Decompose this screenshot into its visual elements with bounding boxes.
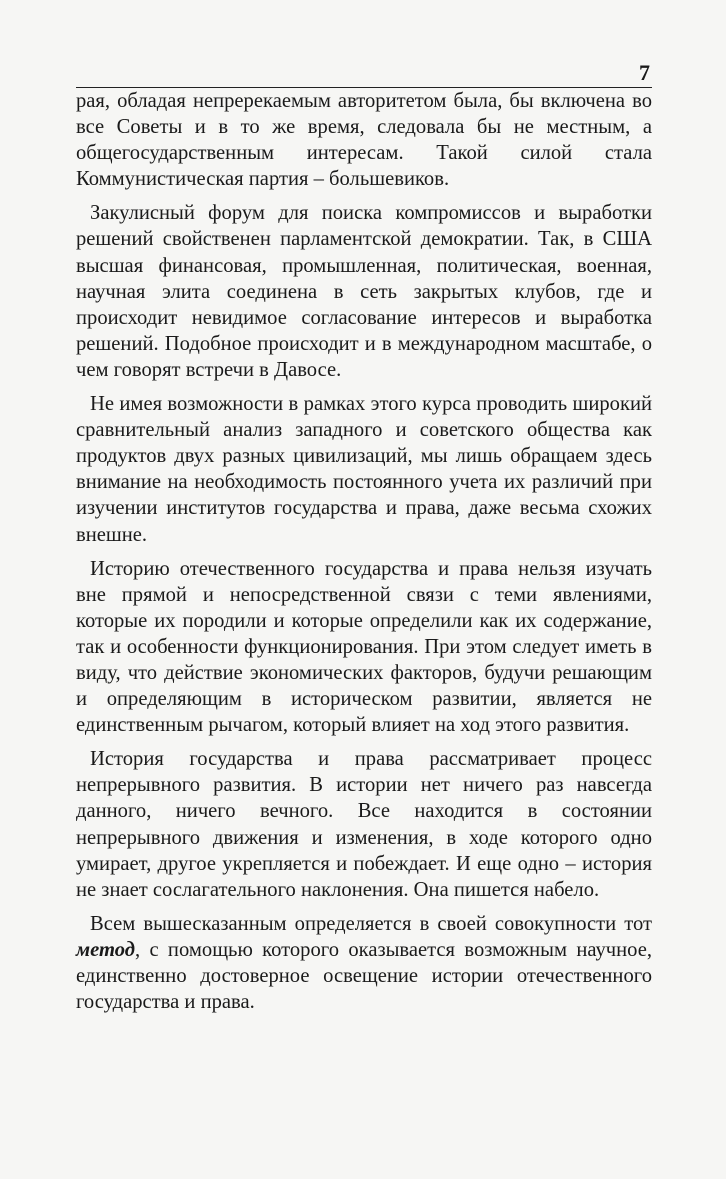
page-header	[76, 58, 652, 88]
paragraph-1: рая, обладая непререкаемым авторитетом была, бы включена во все Советы и в то же время, следовала бы не местным, а общегосударственным интересам. Такой силой стала Коммунистическая партия – большевиков.	[76, 90, 652, 191]
body-text	[76, 88, 652, 1023]
paragraph-5: История государства и права рассматривает процесс непрерывного развития. В истории нет ничего раз навсегда данного, ничего вечного. Все находится в состоянии непрерывного движения и изменения, в ходе которого одно умирает, другое укрепляется и побеждает. И еще одно – история не знает сослагательного наклонения. Она пишется набело.	[76, 748, 652, 901]
paragraph-2: Закулисный форум для поиска компромиссов и выработки решений свойственен парламентской демократии. Так, в США высшая финансовая, промышленная, политическая, военная, научная элита соединена в сеть закрытых клубов, где и происходит невидимое согласование интересов и выработка решений. Подобное происходит и в международном масштабе, о чем говорят встречи в Давосе.	[76, 202, 652, 381]
paragraph-6-end: , с помощью которого оказывается возможным научное, единственно достоверное освещение истории отечественного государства и права.	[76, 938, 652, 1014]
page-number: 7	[639, 60, 650, 85]
paragraph-3: Не имея возможности в рамках этого курса проводить широкий сравнительный анализ западного и советского общества как продуктов двух разных цивилизаций, мы лишь обращаем здесь внимание на необходимость постоянного учета их различий при изучении институтов государства и права, даже весьма схожих внешне.	[76, 393, 652, 546]
emphasized-term: метод	[76, 938, 135, 961]
paragraph-6	[76, 911, 652, 1015]
paragraph-6-start: Всем вышесказанным определяется в своей совокупности тот	[90, 912, 652, 935]
paragraph-4: Историю отечественного государства и права нельзя изучать вне прямой и непосредственной связи с теми явлениями, которые их породили и которые определили как их содержание, так и особенности функционирования. При этом следует иметь в виду, что действие экономических факторов, будучи решающим и определяющим в историческом развитии, является не единственным рычагом, который влияет на ход этого развития.	[76, 557, 652, 737]
